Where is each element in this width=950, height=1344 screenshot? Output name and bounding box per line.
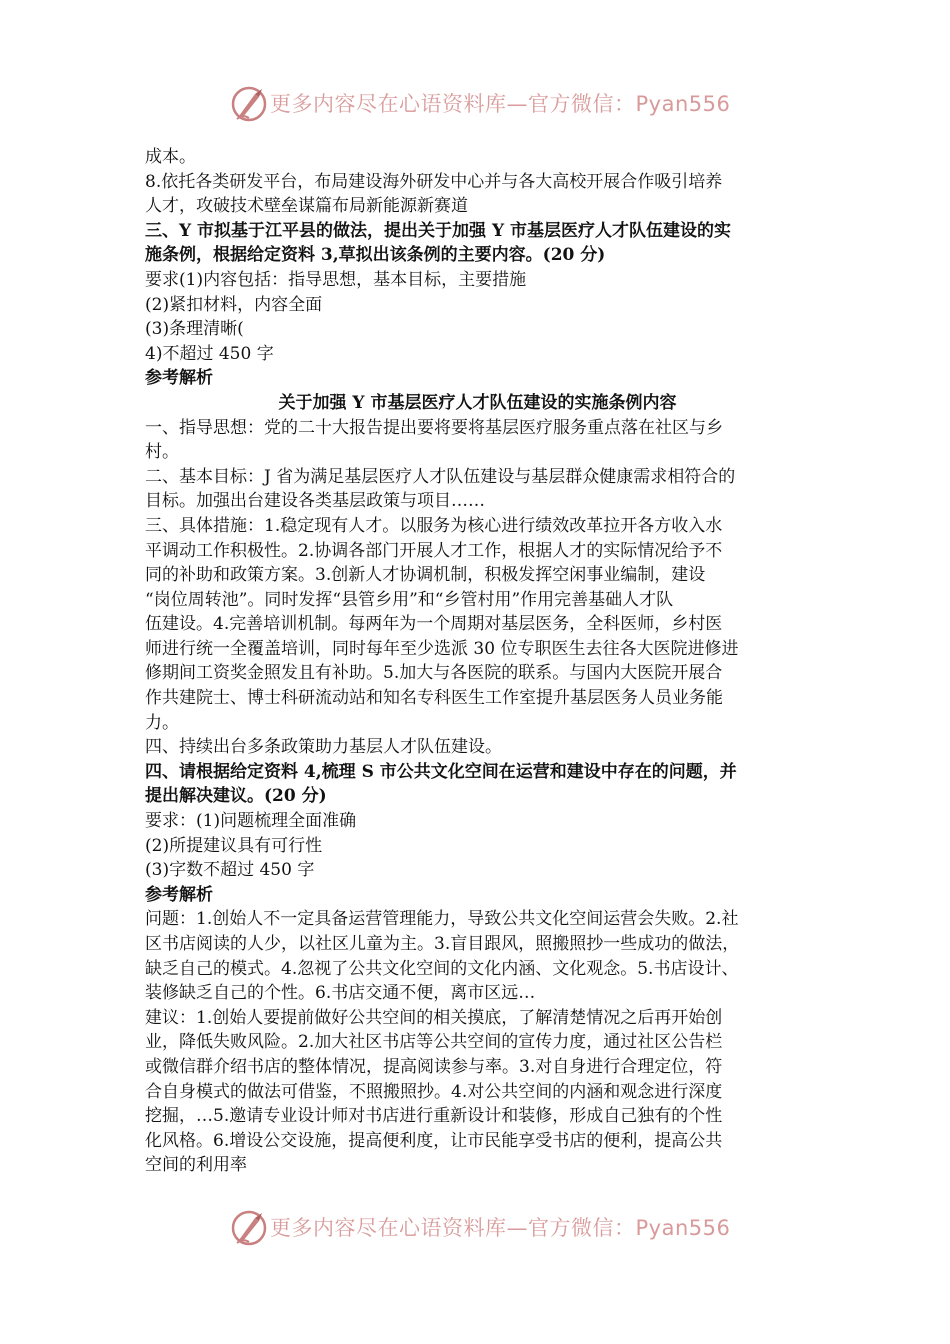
text-line: 缺乏自己的模式。4.忽视了公共文化空间的文化内涵、文化观念。5.书店设计、 bbox=[145, 958, 739, 979]
question-heading-line: 四、请根据给定资料 4,梳理 S 市公共文化空间在运营和建设中存在的问题，并 bbox=[145, 761, 737, 782]
quill-pen-logo-icon bbox=[229, 1208, 269, 1248]
text-line: 业，降低失败风险。2.加大社区书店等公共空间的宣传力度，通过社区公告栏 bbox=[145, 1032, 723, 1053]
banner-text: 更多内容尽在心语资料库—官方微信：Pyan556 bbox=[270, 1216, 731, 1240]
question-heading-line: 参考解析 bbox=[145, 884, 213, 905]
text-line: (2)紧扣材料，内容全面 bbox=[145, 294, 323, 315]
question-heading-line: 参考解析 bbox=[145, 368, 213, 389]
text-line: 装修缺乏自己的个性。6.书店交通不便，离市区远… bbox=[145, 983, 536, 1004]
text-line: 成本。 bbox=[145, 147, 196, 167]
text-line: (3)字数不超过 450 字 bbox=[145, 860, 315, 881]
text-line: 师进行统一全覆盖培训，同时每年至少选派 30 位专职医生去往各大医院进修进 bbox=[145, 638, 739, 659]
text-line: 挖掘，…5.邀请专业设计师对书店进行重新设计和装修，形成自己独有的个性 bbox=[145, 1106, 723, 1127]
text-line: 力。 bbox=[145, 712, 179, 733]
text-line: 平调动工作积极性。2.协调各部门开展人才工作，根据人才的实际情况给予不 bbox=[145, 540, 723, 561]
text-line: 作共建院士、博士科研流动站和知名专科医生工作室提升基层医务人员业务能 bbox=[145, 688, 723, 709]
footer-banner bbox=[0, 1204, 950, 1254]
text-line: 人才，攻破技术壁垒谋篇布局新能源新赛道 bbox=[145, 196, 468, 217]
text-line: (3)条理清晰( bbox=[145, 319, 244, 340]
text-line: 空间的利用率 bbox=[145, 1155, 247, 1176]
text-line: 四、持续出台多条政策助力基层人才队伍建设。 bbox=[145, 737, 502, 758]
text-line: 建议：1.创始人要提前做好公共空间的相关摸底，了解清楚情况之后再开始创 bbox=[145, 1007, 723, 1028]
text-line: 目标。加强出台建设各类基层政策与项目…… bbox=[145, 491, 485, 512]
text-line: 8.依托各类研发平台，布局建设海外研发中心并与各大高校开展合作吸引培养 bbox=[145, 171, 723, 192]
text-line: 同的补助和政策方案。3.创新人才协调机制，积极发挥空闲事业编制，建设 bbox=[145, 565, 706, 586]
question-heading-line: 三、Y 市拟基于江平县的做法，提出关于加强 Y 市基层医疗人才队伍建设的实 bbox=[145, 220, 732, 241]
text-line: “岗位周转池”。同时发挥“县管乡用”和“乡管村用”作用完善基础人才队 bbox=[145, 589, 674, 610]
text-line: 三、具体措施：1.稳定现有人才。以服务为核心进行绩效改革拉开各方收入水 bbox=[145, 515, 723, 536]
text-line: 村。 bbox=[145, 442, 179, 463]
text-line: 伍建设。4.完善培训机制。每两年为一个周期对基层医务，全科医师，乡村医 bbox=[145, 614, 723, 635]
quill-pen-logo-icon bbox=[229, 84, 269, 124]
text-line: 一、指导思想：党的二十大报告提出要将要将基层医疗服务重点落在社区与乡 bbox=[145, 417, 723, 438]
text-line: 区书店阅读的人少，以社区儿童为主。3.盲目跟风，照搬照抄一些成功的做法， bbox=[145, 934, 740, 954]
header-banner bbox=[0, 80, 950, 130]
banner-text: 更多内容尽在心语资料库—官方微信：Pyan556 bbox=[270, 92, 731, 116]
text-line: 要求：(1)问题梳理全面准确 bbox=[145, 811, 357, 832]
document-body bbox=[145, 145, 810, 1178]
text-line: (2)所提建议具有可行性 bbox=[145, 835, 323, 856]
text-line: 合自身模式的做法可借鉴，不照搬照抄。4.对公共空间的内涵和观念进行深度 bbox=[145, 1081, 723, 1102]
text-line: 或微信群介绍书店的整体情况，提高阅读参与率。3.对自身进行合理定位，符 bbox=[145, 1056, 723, 1077]
text-line: 二、基本目标：J 省为满足基层医疗人才队伍建设与基层群众健康需求相符合的 bbox=[145, 466, 736, 487]
question-heading-line: 提出解决建议。(20 分) bbox=[145, 786, 327, 807]
text-line: 4)不超过 450 字 bbox=[145, 343, 274, 364]
text-line: 要求(1)内容包括：指导思想，基本目标，主要措施 bbox=[145, 269, 527, 290]
section-title: 关于加强 Y 市基层医疗人才队伍建设的实施条例内容 bbox=[278, 392, 677, 413]
text-line: 化风格。6.增设公交设施，提高便利度，让市民能享受书店的便利，提高公共 bbox=[145, 1130, 723, 1151]
question-heading-line: 施条例，根据给定资料 3,草拟出该条例的主要内容。(20 分) bbox=[145, 245, 606, 266]
text-line: 问题：1.创始人不一定具备运营管理能力，导致公共文化空间运营会失败。2.社 bbox=[145, 909, 739, 930]
text-line: 修期间工资奖金照发且有补助。5.加大与各医院的联系。与国内大医院开展合 bbox=[145, 663, 723, 684]
